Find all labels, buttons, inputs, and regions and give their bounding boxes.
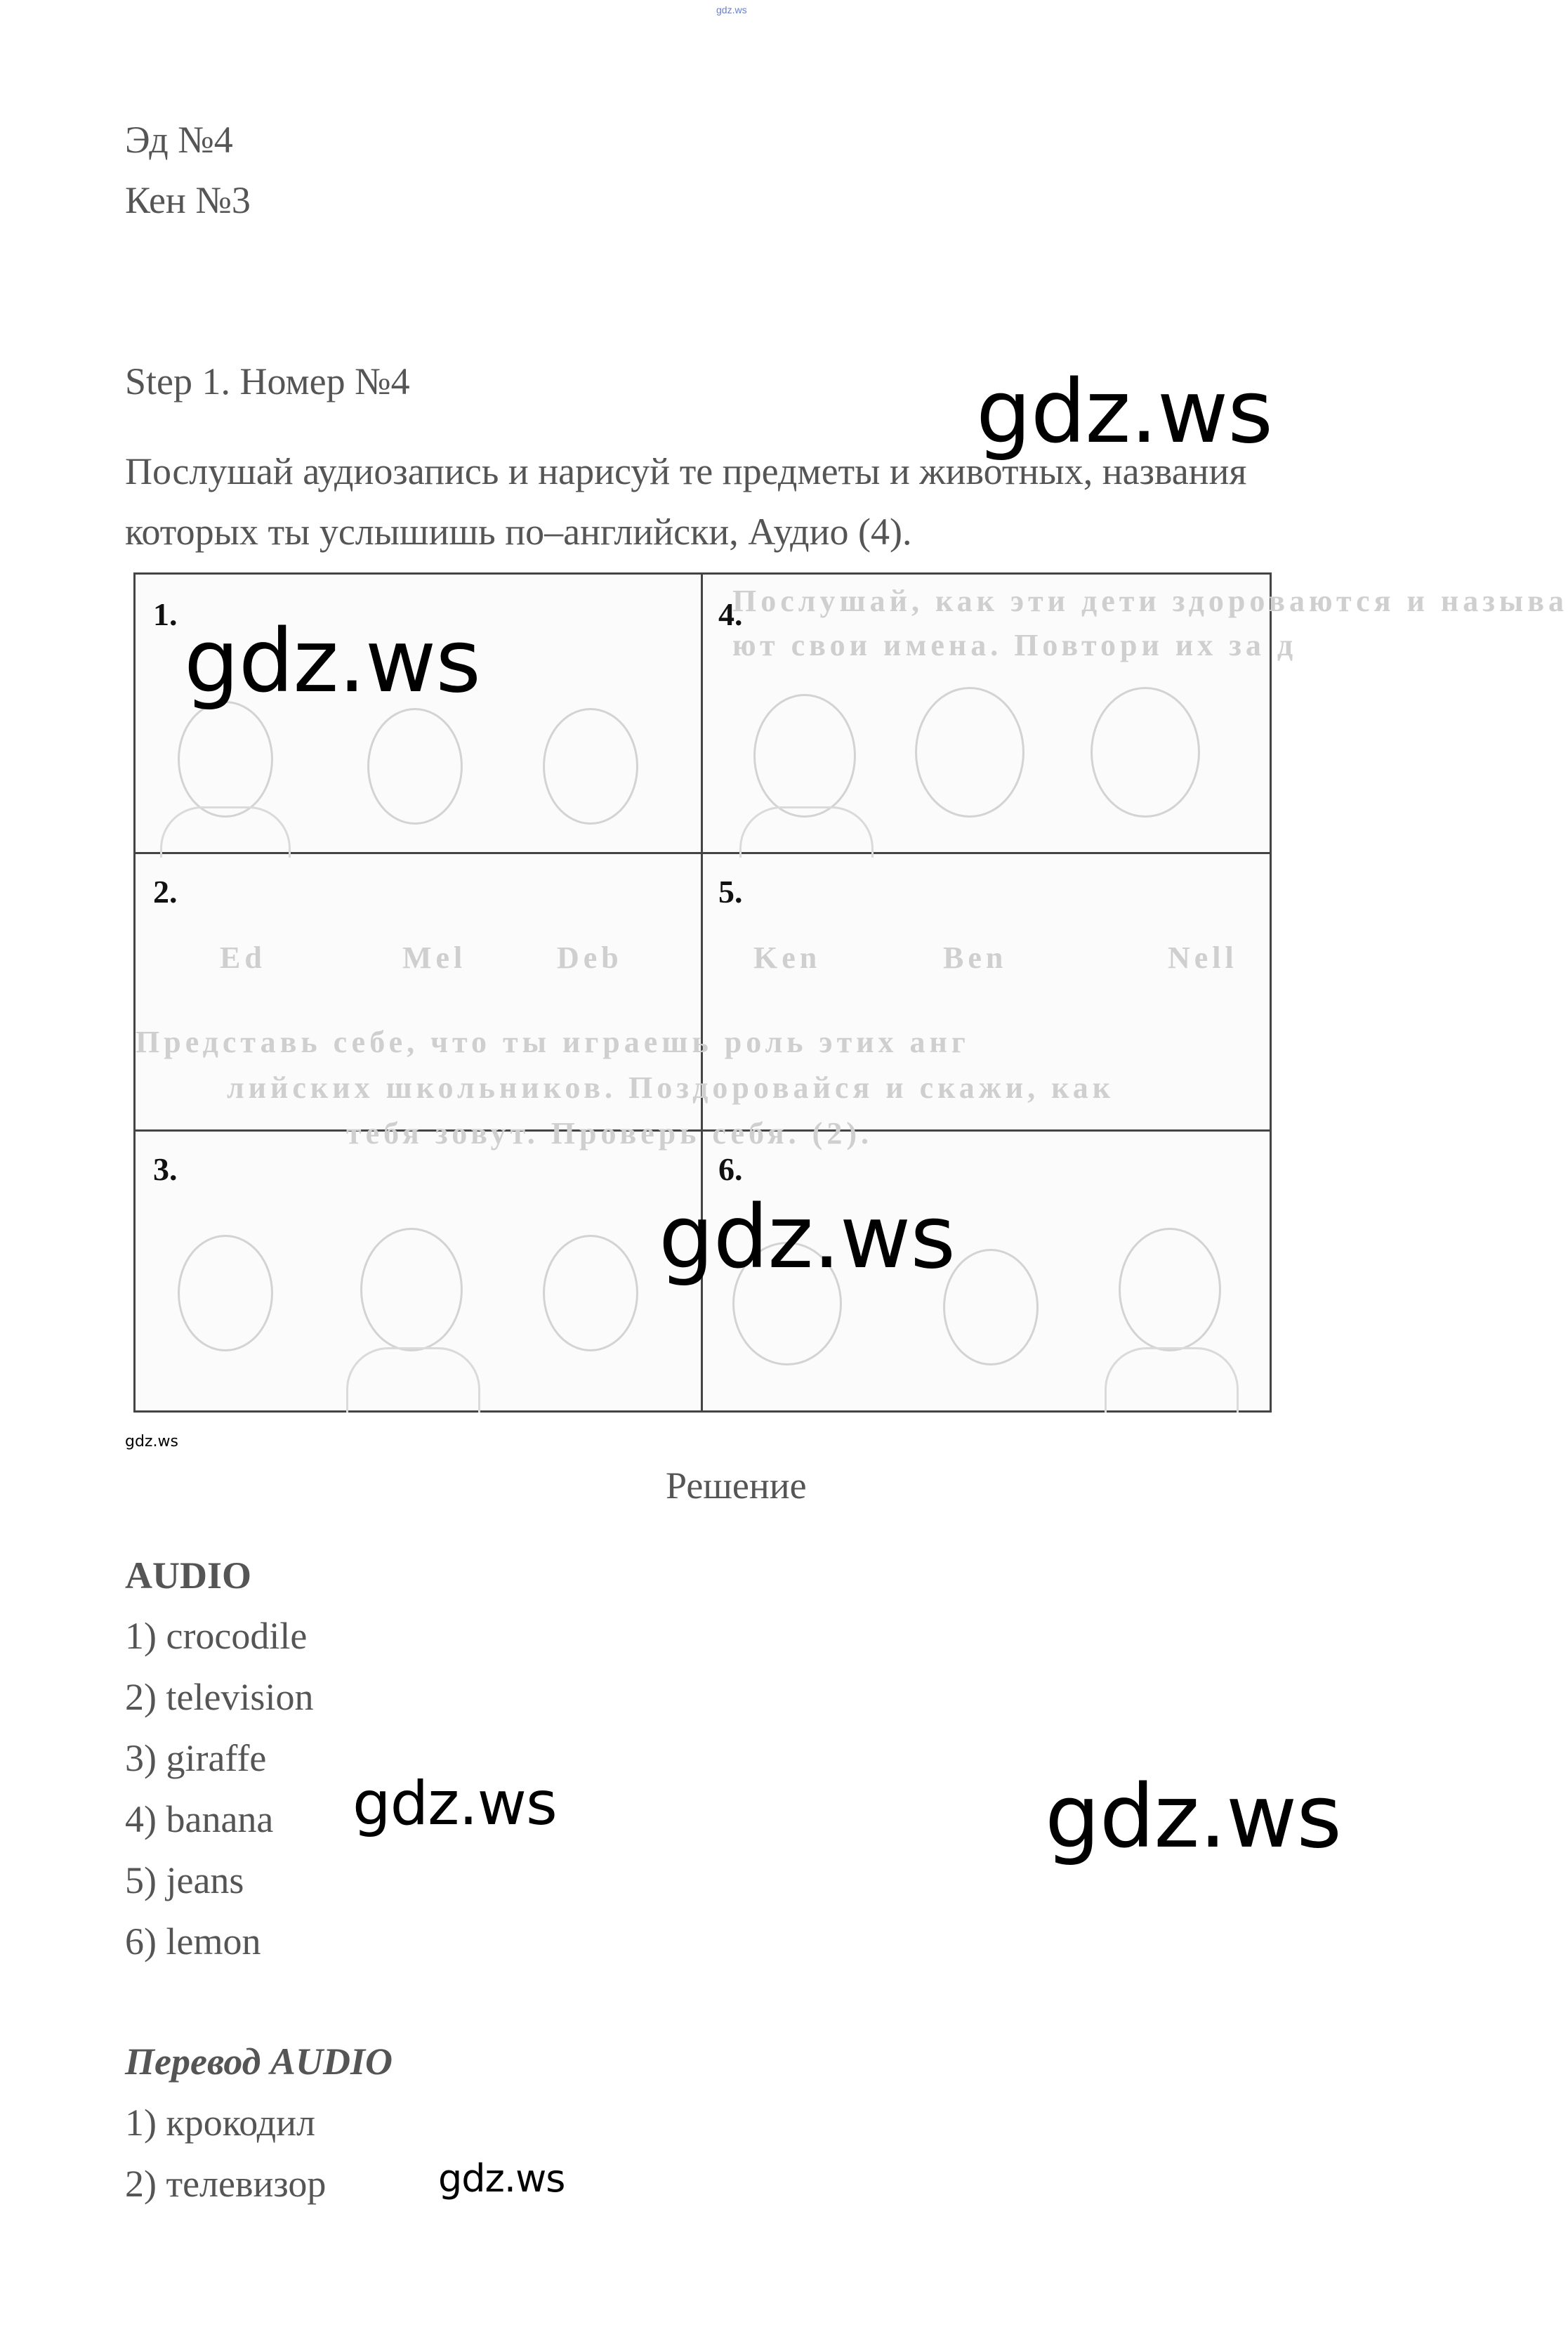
cell-number-4: 4. — [718, 596, 743, 632]
task-title: Step 1. Номер №4 — [125, 360, 410, 402]
child-body — [346, 1347, 480, 1413]
bleed-text-line4: лийских школьников. Поздоровайся и скажи, как — [227, 1070, 1115, 1105]
bleed-name-deb: Deb — [557, 941, 623, 975]
child-body — [1105, 1347, 1239, 1413]
task-text-line2: которых ты услышишь по–английски, Аудио (4). — [125, 511, 912, 553]
bleed-text-line1: Послушай, как эти дети здороваются и называ — [732, 584, 1568, 618]
child-body — [739, 806, 874, 858]
audio-item-3: 3) giraffe — [125, 1737, 267, 1779]
child-face — [543, 708, 638, 825]
audio-item-6: 6) lemon — [125, 1920, 261, 1963]
audio-item-4: 4) banana — [125, 1798, 274, 1840]
cell-number-3: 3. — [153, 1151, 178, 1187]
watermark: gdz.ws — [184, 611, 480, 712]
child-face — [367, 708, 463, 825]
bleed-name-ken: Ken — [753, 941, 822, 975]
bleed-name-ed: Ed — [220, 941, 266, 975]
audio-item-1: 1) crocodile — [125, 1615, 308, 1657]
audio-item-2: 2) television — [125, 1676, 314, 1718]
grid-divider-h1 — [136, 852, 1270, 854]
child-face — [178, 701, 273, 818]
translation-item-1: 1) крокодил — [125, 2102, 315, 2144]
bleed-name-mel: Mel — [402, 941, 467, 975]
audio-item-5: 5) jeans — [125, 1859, 244, 1901]
task-text-line1: Послушай аудиозапись и нарисуй те предметы и животных, названия — [125, 450, 1247, 492]
cell-number-5: 5. — [718, 874, 743, 910]
bleed-text-line5: тебя зовут. Проверь себя. (2). — [346, 1116, 873, 1151]
cell-number-2: 2. — [153, 874, 178, 910]
watermark: gdz.ws — [353, 1769, 557, 1839]
figure-caption: gdz.ws — [125, 1433, 178, 1450]
translation-item-2: 2) телевизор — [125, 2163, 327, 2205]
child-face — [360, 1228, 463, 1351]
answer-ed: Эд №4 — [125, 119, 233, 161]
bleed-name-ben: Ben — [943, 941, 1008, 975]
watermark: gdz.ws — [976, 362, 1272, 463]
watermark: gdz.ws — [1045, 1767, 1341, 1868]
audio-heading: AUDIO — [125, 1554, 252, 1597]
bleed-text-line3: Представь себе, что ты играешь роль этих анг — [136, 1025, 970, 1059]
child-face — [1119, 1228, 1221, 1351]
bleed-text-line2: ют свои имена. Повтори их за д — [732, 628, 1298, 662]
child-face — [1091, 687, 1200, 818]
cell-number-1: 1. — [153, 596, 178, 632]
child-face — [543, 1235, 638, 1351]
answer-ken: Кен №3 — [125, 179, 251, 221]
cell-number-6: 6. — [718, 1151, 743, 1187]
child-face — [753, 694, 856, 818]
child-face — [943, 1249, 1039, 1365]
header-mark: gdz.ws — [716, 4, 747, 15]
watermark: gdz.ws — [659, 1187, 955, 1288]
child-body — [160, 806, 291, 858]
child-face — [915, 687, 1025, 818]
watermark: gdz.ws — [438, 2156, 565, 2201]
translation-heading: Перевод AUDIO — [125, 2040, 393, 2083]
bleed-name-nell: Nell — [1168, 941, 1238, 975]
solution-heading: Решение — [666, 1465, 807, 1507]
child-face — [178, 1235, 273, 1351]
